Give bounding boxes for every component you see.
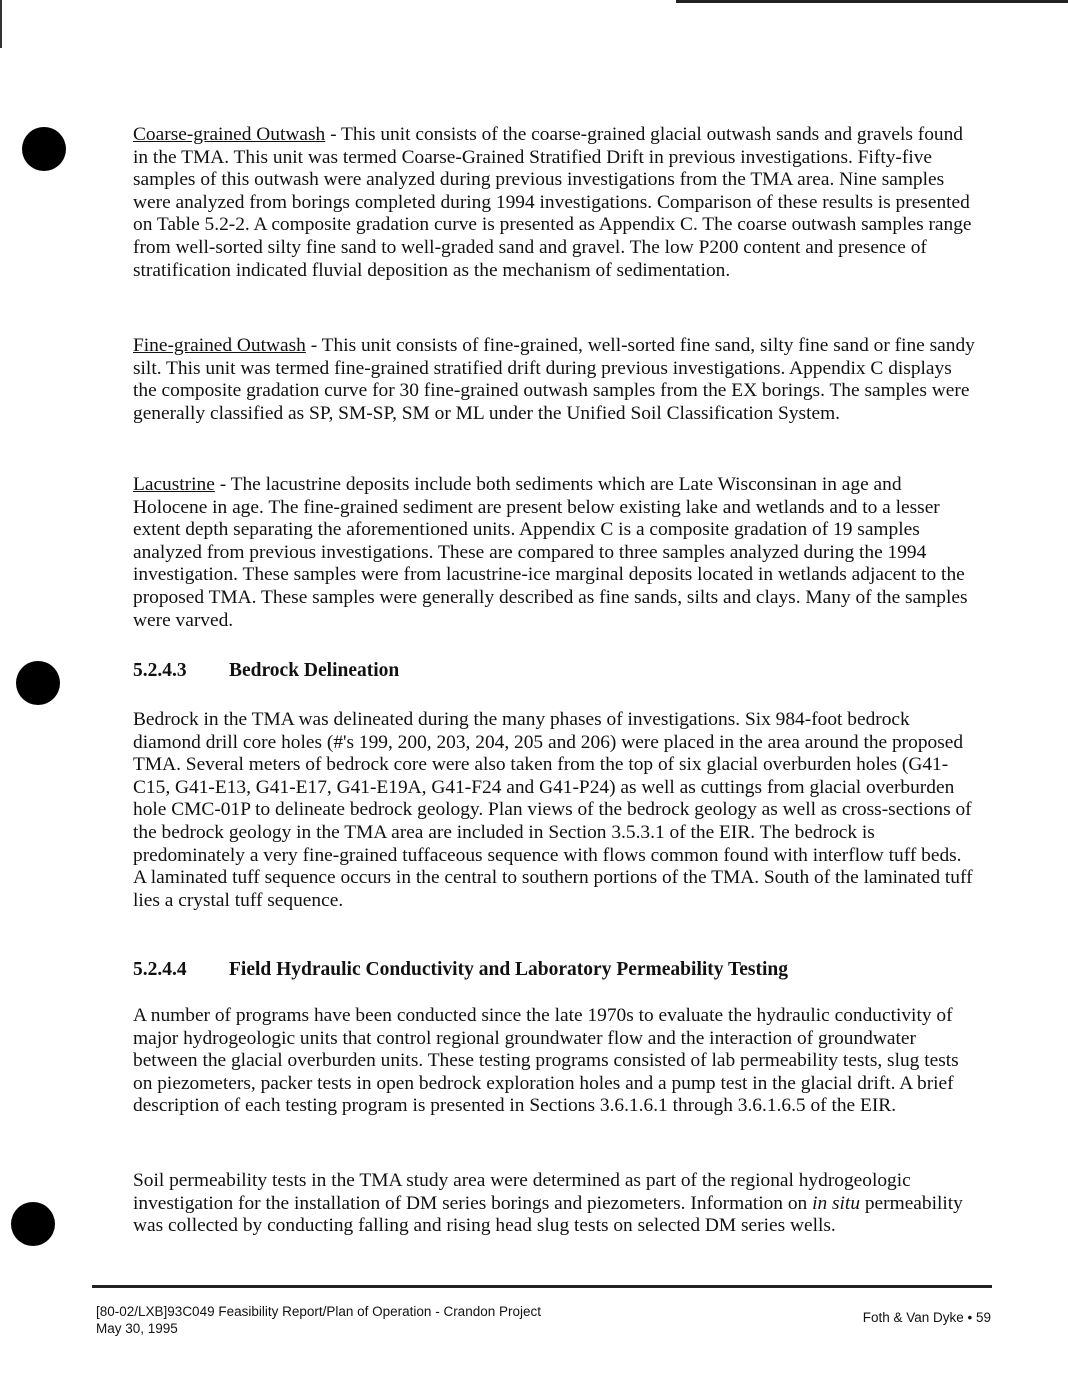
coarse-outwash-text: - This unit consists of the coarse-grained glacial outwash sands and gravels found in the TMA. This unit was termed Coarse-Grained Stratified Drift in previous investigations. Fifty-five samples of this outwash were analyzed during previous investigations from the TMA area. Nine samples were analyzed from borings completed during 1994 investigations. Comparison of these results is presented on Table 5.2-2. A composite gradation curve is presented as Appendix C. The coarse outwash samples range from well-sorted silty fine sand to well-graded sand and gravel. The low P200 content and presence of stratification indicated fluvial deposition as the mechanism of sedimentation. bbox=[133, 124, 972, 281]
in-situ-term: in situ bbox=[812, 1192, 861, 1214]
bedrock-delineation-heading bbox=[133, 660, 399, 682]
section-number: 5.2.4.4 bbox=[133, 959, 187, 980]
footer-date: May 30, 1995 bbox=[96, 1321, 178, 1336]
left-edge-line bbox=[0, 0, 2, 48]
fine-outwash-text: - This unit consists of fine-grained, well-sorted fine sand, silty fine sand or fine sandy silt. This unit was termed fine-grained stratified drift during previous investigations. Appendix C displays the composite gradation curve for 30 fine-grained outwash samples from the EX borings. The samples were generally classified as SP, SM-SP, SM or ML under the Unified Soil Classification System. bbox=[133, 335, 975, 424]
soil-text-end: permeability was collected by conducting falling and rising head slug tests on selected DM series wells. bbox=[133, 1192, 963, 1237]
hydraulic-testing-heading bbox=[133, 959, 788, 981]
footer-report-id: [80-02/LXB]93C049 Feasibility Report/Plan of Operation - Crandon Project bbox=[96, 1304, 541, 1319]
coarse-outwash-paragraph bbox=[133, 124, 978, 282]
top-edge-line bbox=[676, 0, 1068, 3]
punch-hole-bottom bbox=[11, 1202, 55, 1246]
coarse-outwash-term: Coarse-grained Outwash bbox=[133, 124, 326, 145]
section-number: 5.2.4.3 bbox=[133, 660, 187, 681]
programs-paragraph: A number of programs have been conducted since the late 1970s to evaluate the hydraulic conductivity of major hydrogeologic units that control regional groundwater flow and the interaction of groundwater between the glacial overburden units. These testing programs consisted of lab permeability tests, slug tests on piezometers, packer tests in open bedrock exploration holes and a pump test in the glacial drift. A brief description of each testing program is presented in Sections 3.6.1.6.1 through 3.6.1.6.5 of the EIR. bbox=[133, 1005, 959, 1117]
footer-document-info bbox=[96, 1303, 541, 1337]
section-title: Field Hydraulic Conductivity and Laboratory Permeability Testing bbox=[229, 959, 789, 980]
lacustrine-paragraph bbox=[133, 474, 978, 632]
soil-permeability-paragraph bbox=[133, 1170, 978, 1238]
soil-text-start: Soil permeability tests in the TMA study area were determined as part of the regional hydrogeologic investigation for the installation of DM series borings and piezometers. Information on bbox=[133, 1170, 911, 1214]
fine-outwash-term: Fine-grained Outwash bbox=[133, 335, 306, 356]
section-title: Bedrock Delineation bbox=[229, 660, 400, 681]
fine-outwash-paragraph bbox=[133, 335, 978, 425]
footer-page-number: Foth & Van Dyke • 59 bbox=[862, 1310, 991, 1325]
punch-hole-top bbox=[22, 127, 66, 171]
bedrock-paragraph: Bedrock in the TMA was delineated during the many phases of investigations. Six 984-foot bedrock diamond drill core holes (#'s 199, 200, 203, 204, 205 and 206) were placed in the area around the proposed TMA. Several meters of bedrock core were also taken from the top of six glacial overburden holes (G41-C15, G41-E13, G41-E17, G41-E19A, G41-F24 and G41-P24) as well as cuttings from glacial overburden hole CMC-01P to delineate bedrock geology. Plan views of the bedrock geology as well as cross-sections of the bedrock geology in the TMA area are included in Section 3.5.3.1 of the EIR. The bedrock is predominately a very fine-grained tuffaceous sequence with flows common found with interflow tuff beds. A laminated tuff sequence occurs in the central to southern portions of the TMA. South of the laminated tuff lies a crystal tuff sequence. bbox=[133, 709, 973, 911]
punch-hole-middle bbox=[16, 661, 60, 705]
lacustrine-term: Lacustrine bbox=[133, 474, 215, 495]
footer-divider bbox=[92, 1285, 992, 1288]
lacustrine-text: - The lacustrine deposits include both sediments which are Late Wisconsinan in age and Holocene in age. The fine-grained sediment are present below existing lake and wetlands and to a lesser extent depth separating the aforementioned units. Appendix C is a composite gradation of 19 samples analyzed from previous investigations. These are compared to three samples analyzed during the 1994 investigation. These samples were from lacustrine-ice marginal deposits located in wetlands adjacent to the proposed TMA. These samples were generally described as fine sands, silts and clays. Many of the samples were varved. bbox=[133, 474, 968, 631]
